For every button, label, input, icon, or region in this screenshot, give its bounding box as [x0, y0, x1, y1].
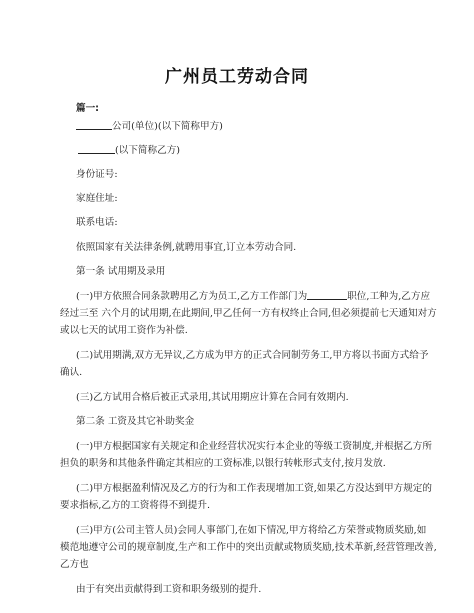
paragraph-line: 或以七天的试用工资作为补偿.: [60, 325, 188, 336]
department-blank: [307, 289, 347, 300]
paragraph-line: (二)试用期满,双方无异议,乙方成为甲方的正式合同制劳务工,甲方将以书面方式给予: [76, 350, 429, 361]
paragraph-line: 模范地遵守公司的规章制度,生产和工作中的突出贡献或物质奖励,技术革新,经营管理改善,: [60, 542, 437, 553]
paragraph-line: (一)甲方根据国家有关规定和企业经营状况实行本企业的等级工资制度,并根据乙方所: [76, 441, 432, 452]
id-number-label: 身份证号:: [76, 169, 118, 180]
article-1-title: 第一条 试用期及录用: [76, 266, 166, 277]
article-2-paragraph-2: [60, 480, 432, 514]
party-a-text: 公司(单位)(以下简称甲方): [112, 121, 223, 132]
p1-text-part2: 职位,工种为,乙方应: [347, 291, 431, 302]
section-label: 篇一:: [76, 103, 100, 114]
party-a-blank: [76, 119, 112, 130]
intro-paragraph: 依照国家有关法律条例,就聘用事宜,订立本劳动合同.: [76, 242, 297, 253]
paragraph-line: (二)甲方根据盈利情况及乙方的行为和工作表现增加工资,如果乙方没达到甲方规定的: [76, 483, 432, 494]
paragraph-line: (三)甲方(公司主管人员)会同人事部门,在如下情况,甲方将给乙方荣誉或物质奖励,如: [76, 525, 427, 536]
article-2-title: 第二条 工资及其它补助奖金: [76, 416, 195, 427]
article-1-paragraph-1: [60, 288, 437, 339]
article-2-paragraph-3: [60, 522, 437, 573]
party-b-blank: [78, 143, 115, 154]
p1-text-part1: (一)甲方依照合同条款聘用乙方为员工,乙方工作部门为: [76, 291, 308, 302]
document-title: 广州员工劳动合同: [165, 67, 309, 87]
article-2-paragraph-4: 由于有突出贡献得到工资和职务级别的提升.: [76, 584, 262, 595]
party-b-line: [78, 142, 180, 159]
paragraph-line: 要求指标,乙方的工资将得不到提升.: [60, 500, 211, 511]
paragraph-line: 乙方也: [60, 559, 89, 570]
article-1-paragraph-3: (三)乙方试用合格后被正式录用,其试用期应计算在合同有效期内.: [76, 392, 349, 403]
party-a-line: [76, 118, 223, 135]
paragraph-line: 经过三至 六个月的试用期,在此期间,甲乙任何一方有权终止合同,但必须提前七天通知对方: [60, 308, 437, 319]
phone-label: 联系电话:: [76, 217, 118, 228]
home-address-label: 家庭住址:: [76, 193, 118, 204]
article-2-paragraph-1: [60, 438, 432, 472]
paragraph-line: 确认.: [60, 367, 83, 378]
article-1-paragraph-2: [60, 347, 429, 381]
party-b-text: (以下简称乙方): [115, 145, 181, 156]
paragraph-line: [76, 288, 437, 305]
paragraph-line: 担负的职务和其他条件确定其相应的工资标准,以银行转帐形式支付,按月发放.: [60, 458, 386, 469]
